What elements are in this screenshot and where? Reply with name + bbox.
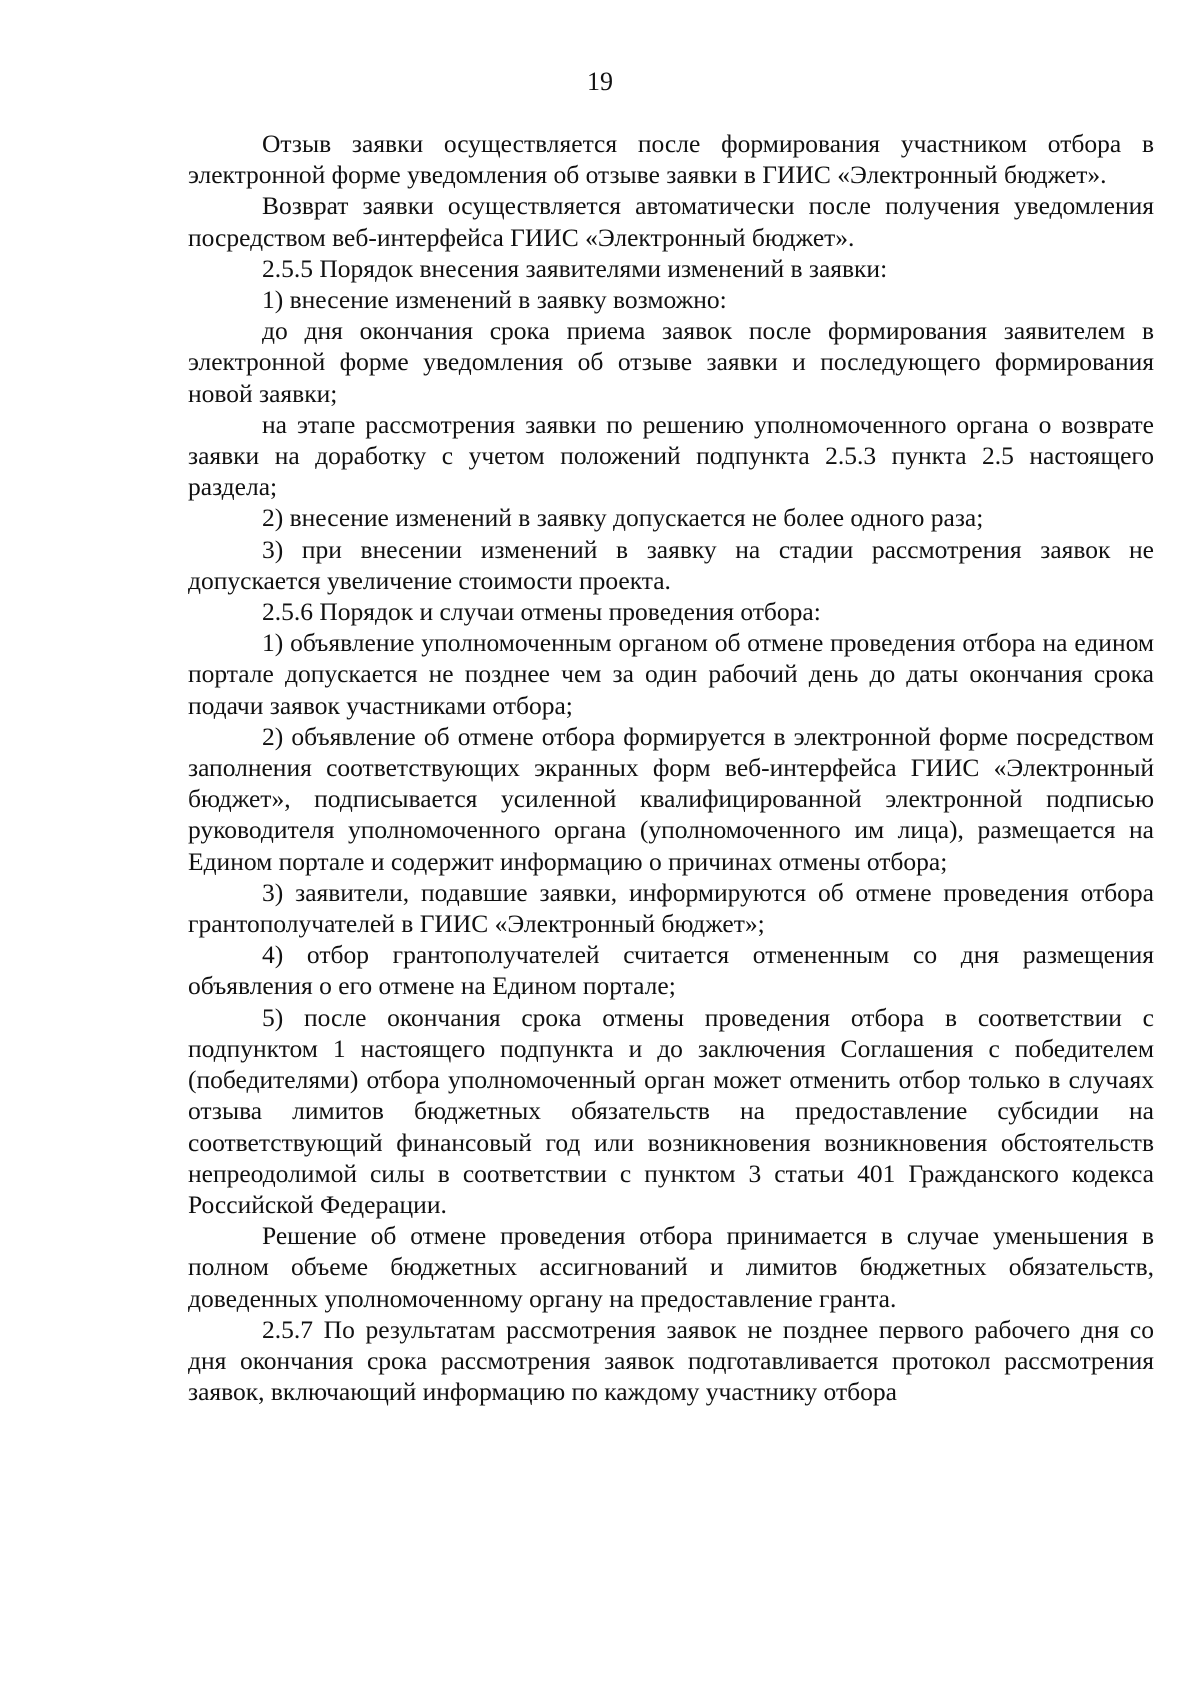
paragraph-recall-procedure: Отзыв заявки осуществляется после формирования участником отбора в электронной форме уведомления об отзыве заявки в ГИИС «Электронный бюджет». xyxy=(188,129,1154,190)
page-number: 19 xyxy=(587,67,613,96)
paragraph-return-procedure: Возврат заявки осуществляется автоматически после получения уведомления посредством веб-интерфейса ГИИС «Электронный бюджет». xyxy=(188,191,1154,252)
section-2-5-6-heading: 2.5.6 Порядок и случаи отмены проведения отбора: xyxy=(262,597,821,627)
section-2-5-7-paragraph: 2.5.7 По результатам рассмотрения заявок не позднее первого рабочего дня со дня окончания срока рассмотрения заявок подготавливается протокол рассмотрения заявок, включающий информацию по каждому участнику отбора xyxy=(188,1314,1154,1407)
list-item-2-5-5-2: 2) внесение изменений в заявку допускается не более одного раза; xyxy=(262,503,984,533)
list-subitem-review-stage: на этапе рассмотрения заявки по решению уполномоченного органа о возврате заявки на доработку с учетом положений подпункта 2.5.3 пункта 2.5 настоящего раздела; xyxy=(188,409,1154,502)
paragraph-cancellation-decision: Решение об отмене проведения отбора принимается в случае уменьшения в полном объеме бюджетных ассигнований и лимитов бюджетных обязательств, доведенных уполномоченному органу на предоставление гранта. xyxy=(188,1221,1154,1313)
list-item-2-5-5-1: 1) внесение изменений в заявку возможно: xyxy=(262,285,727,315)
list-item-2-5-6-2: 2) объявление об отмене отбора формируется в электронной форме посредством заполнения соответствующих экранных форм веб-интерфейса ГИИС «Электронный бюджет», подписывается усиленной квалифицированной электронной подписью руководителя уполномоченного органа (уполномоченного им лица), размещается на Едином портале и содержит информацию о причинах отмены отбора; xyxy=(188,721,1154,876)
list-item-2-5-6-4: 4) отбор грантополучателей считается отмененным со дня размещения объявления о его отмене на Едином портале; xyxy=(188,940,1154,1001)
list-item-2-5-6-5: 5) после окончания срока отмены проведения отбора в соответствии с подпунктом 1 настоящего подпункта и до заключения Соглашения с победителем (победителями) отбора уполномоченный орган может отменить отбор только в случаях отзыва лимитов бюджетных обязательств на предоставление субсидии на соответствующий финансовый год или возникновения возникновения обстоятельств непреодолимой силы в соответствии с пунктом 3 статьи 401 Гражданского кодекса Российской Федерации. xyxy=(188,1002,1154,1219)
section-2-5-5-heading: 2.5.5 Порядок внесения заявителями изменений в заявки: xyxy=(262,253,888,283)
document-body xyxy=(188,128,1154,1407)
list-item-2-5-6-1: 1) объявление уполномоченным органом об отмене проведения отбора на едином портале допускается не позднее чем за один рабочий день до даты окончания срока подачи заявок участниками отбора; xyxy=(188,628,1154,720)
list-item-2-5-5-3: 3) при внесении изменений в заявку на стадии рассмотрения заявок не допускается увеличение стоимости проекта. xyxy=(188,534,1154,595)
list-subitem-before-deadline: до дня окончания срока приема заявок после формирования заявителем в электронной форме уведомления об отзыве заявки и последующего формирования новой заявки; xyxy=(188,316,1154,408)
list-item-2-5-6-3: 3) заявители, подавшие заявки, информируются об отмене проведения отбора грантополучателей в ГИИС «Электронный бюджет»; xyxy=(188,877,1154,939)
